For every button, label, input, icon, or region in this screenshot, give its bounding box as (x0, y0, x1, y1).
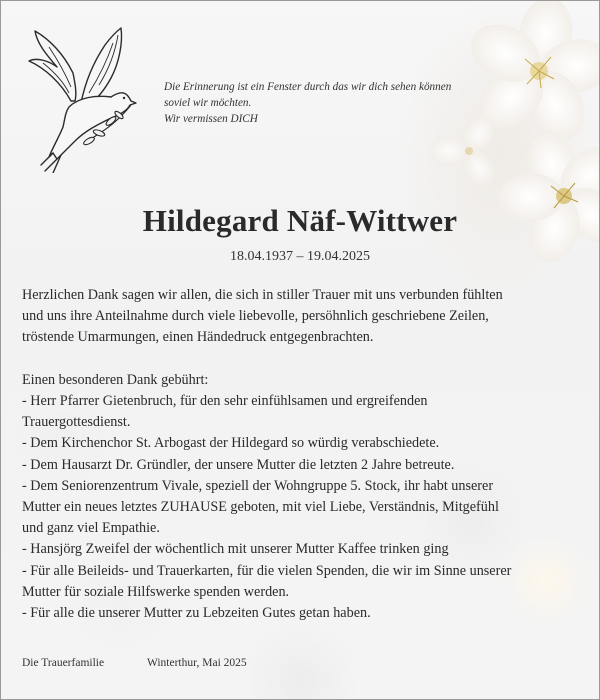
thanks-item: und ganz viel Empathie. (22, 520, 160, 537)
place-date: Winterthur, Mai 2025 (146, 657, 247, 669)
quote-line: soviel wir möchten. (164, 97, 252, 109)
thanks-item: Mutter ein neues letztes ZUHAUSE geboten, mit viel Liebe, Verständnis, Mitgefühl (22, 499, 499, 516)
quote-line: Die Erinnerung ist ein Fenster durch das wir dich sehen können (164, 81, 452, 93)
thanks-heading: Einen besonderen Dank gebührt: (22, 371, 209, 388)
text-line: tröstende Umarmungen, einen Händedruck entgegenbrachten. (22, 329, 374, 346)
footer (22, 657, 247, 669)
deceased-name: Hildegard Näf-Wittwer (142, 203, 458, 238)
thanks-item: Trauergottesdienst. (22, 414, 131, 431)
text-line: Herzlichen Dank sagen wir allen, die sich in stiller Trauer mit uns verbunden fühlten (22, 287, 503, 303)
thanks-item: - Dem Seniorenzentrum Vivale, speziell der Wohngruppe 5. Stock, ihr habt unserer (22, 477, 494, 494)
thanks-item: - Hansjörg Zweifel der wöchentlich mit unserer Mutter Kaffee trinken ging (22, 541, 449, 558)
thanks-item: - Für alle Beileids- und Trauerkarten, für die vielen Spenden, die wir im Sinne unserer (22, 562, 512, 579)
thanks-item: Mutter für soziale Hilfswerke spenden werden. (22, 583, 290, 600)
thanks-item: - Für alle die unserer Mutter zu Lebzeiten Gutes getan haben. (22, 605, 371, 622)
paragraph-gap (22, 349, 587, 370)
thank-you-text (22, 285, 587, 624)
thanks-item: - Herr Pfarrer Gietenbruch, für den sehr einfühlsamen und ergreifenden (22, 393, 428, 409)
quote-line: Wir vermissen DICH (164, 113, 258, 125)
signature: Die Trauerfamilie (22, 657, 105, 669)
thanks-item: - Dem Hausarzt Dr. Gründler, der unsere Mutter die letzten 2 Jahre betreute. (22, 456, 455, 473)
text-line: und uns ihre Anteilnahme durch viele liebevolle, persöhnlich geschriebene Zeilen, (22, 308, 489, 325)
life-dates: 18.04.1937 – 19.04.2025 (230, 249, 370, 264)
dove-icon (23, 23, 138, 173)
memorial-quote (164, 79, 524, 127)
thanks-item: - Dem Kirchenchor St. Arbogast der Hildegard so würdig verabschiedete. (22, 435, 440, 452)
